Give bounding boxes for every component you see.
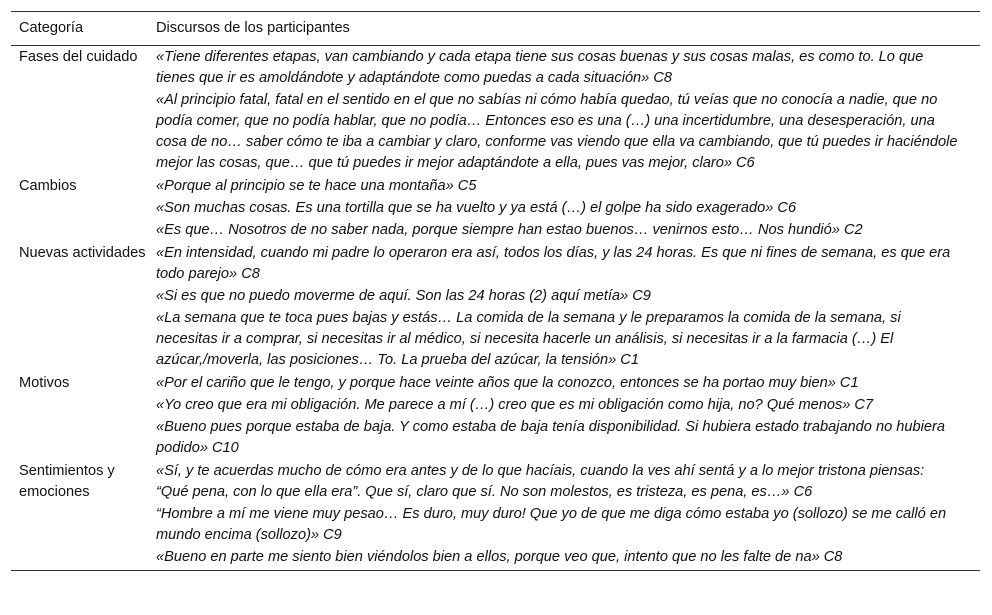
table-row [11, 372, 980, 460]
table-row [11, 242, 980, 372]
participant-quote: «Bueno pues porque estaba de baja. Y como estaba de baja tenía disponibilidad. Si hubiera estado trabajando no hubiera podido» C10 [156, 419, 945, 456]
header-category: Categoría [11, 12, 148, 46]
category-cell: Cambios [19, 178, 77, 194]
participant-quote: «Sí, y te acuerdas mucho de cómo era antes y de lo que hacíais, cuando la ves ahí sentá y a lo mejor tristona piensas: “Qué pena, con lo que ella era”. Que sí, claro que sí. No son molestos, es tristeza, es pena, es…» C6 [156, 463, 925, 500]
participant-quote: “Hombre a mí me viene muy pesao… Es duro, muy duro! Que yo de que me diga cómo estaba yo (sollozo) se me calló en mundo encima (sollozo)» C9 [156, 506, 947, 543]
participant-quote: «Yo creo que era mi obligación. Me parece a mí (…) creo que es mi obligación como hija, no? Qué menos» C7 [156, 397, 874, 413]
participant-quote: «Porque al principio se te hace una montaña» C5 [156, 178, 477, 194]
header-row [11, 12, 980, 46]
table-header [11, 12, 980, 46]
qualitative-results-table [11, 11, 980, 571]
participant-quote: «Son muchas cosas. Es una tortilla que se ha vuelto y ya está (…) el golpe ha sido exagerado» C6 [156, 200, 797, 216]
table-row [11, 460, 980, 571]
quotes-cell [148, 460, 980, 571]
participant-quote: «La semana que te toca pues bajas y estás… La comida de la semana y le preparamos la comida de la semana, si necesitas ir a comprar, si necesitas ir al médico, si necesita hacerle un análisis, si necesitas ir a la farmacia (…) El azúcar,/moverla, las posiciones… To. La prueba del azúcar, la tensión» C1 [156, 310, 901, 368]
quotes-cell [148, 175, 980, 242]
quotes-cell [148, 46, 980, 176]
participant-quote: «Bueno en parte me siento bien viéndolos bien a ellos, porque veo que, intento que no les falte de na» C8 [156, 549, 843, 565]
header-quotes: Discursos de los participantes [148, 12, 980, 46]
category-cell: Motivos [19, 375, 70, 391]
category-cell: Sentimientos y emociones [11, 460, 148, 571]
table-row [11, 46, 980, 176]
participant-quote: «En intensidad, cuando mi padre lo operaron era así, todos los días, y las 24 horas. Es que ni fines de semana, es que era todo parejo» C8 [156, 245, 951, 282]
participant-quote: «Al principio fatal, fatal en el sentido en el que no sabías ni cómo había quedao, tú veías que no conocía a nadie, que no podía comer, que no podía hablar, que no podía… Entonces eso es una (…) una incertidumbre, una desesperación, una cosa de no… saber cómo te iba a cambiar y claro, conforme vas viendo que ella va cambiando, que tú puedes ir haciéndole mejor las cosas, que… que tú puedes ir mejor adaptándote a ella, pues vas mejor, claro» C6 [156, 92, 958, 171]
participant-quote: «Es que… Nosotros de no saber nada, porque siempre han estao buenos… venirnos esto… Nos hundió» C2 [156, 222, 863, 238]
quotes-cell [148, 242, 980, 372]
participant-quote: «Tiene diferentes etapas, van cambiando y cada etapa tiene sus cosas buenas y sus cosas malas, es como to. Lo que tienes que ir es amoldándote y adaptándote como puedas a cada situación» C8 [156, 49, 924, 86]
table-body [11, 46, 980, 571]
quotes-cell [148, 372, 980, 460]
category-cell: Nuevas actividades [19, 245, 146, 261]
participant-quote: «Por el cariño que le tengo, y porque hace veinte años que la conozco, entonces se ha portao muy bien» C1 [156, 375, 859, 391]
category-cell: Fases del cuidado [19, 49, 138, 65]
table-row [11, 175, 980, 242]
participant-quote: «Si es que no puedo moverme de aquí. Son las 24 horas (2) aquí metía» C9 [156, 288, 651, 304]
